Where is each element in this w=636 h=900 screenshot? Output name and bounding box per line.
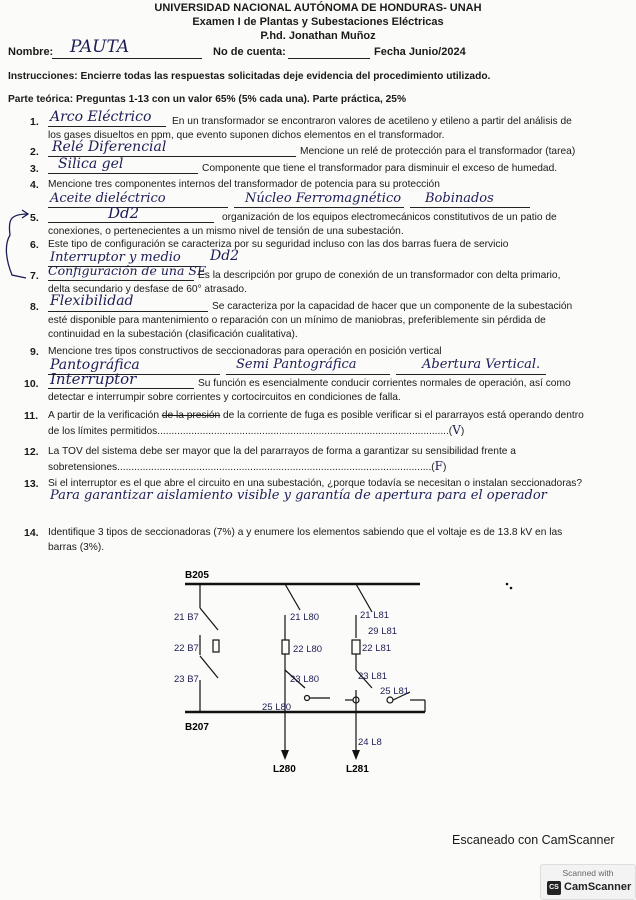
q6-answer: Interruptor y medio <box>50 250 181 265</box>
name-label: Nombre: <box>8 46 54 58</box>
q13-number: 13. <box>24 478 39 490</box>
q11-struck: de la presión <box>161 410 221 421</box>
label-23l81: 23 L81 <box>358 671 388 682</box>
q8-text: Se caracteriza por la capacidad de hacer que un componente de la subestación <box>212 301 573 312</box>
q7-text: Es la descripción por grupo de conexión de un transformador con delta primario, <box>198 270 561 281</box>
name-line <box>52 58 202 59</box>
q14-text: Identifique 3 tipos de seccionadoras (7%) a y enumere los elementos sabiendo que el voltaje es de 13.8 kV en las <box>48 527 563 538</box>
feeder-l280-arrow <box>281 750 289 760</box>
bus-b205-label: B205 <box>185 570 209 581</box>
q9-text: Mencione tres tipos constructivos de seccionadoras para operación en posición vertical <box>48 346 442 357</box>
instructions: Instrucciones: Encierre todas las respuestas solicitadas deje evidencia del procedimiento utilizado. <box>8 71 491 82</box>
q2-text: Mencione un relé de protección para el transformador (tarea) <box>300 146 576 157</box>
q4-text: Mencione tres componentes internos del transformador de potencia para su protección <box>48 179 440 190</box>
q11-text2-row <box>48 424 464 439</box>
label-25l81: 25 L81 <box>380 686 410 697</box>
q9-answer-1: Pantográfica <box>50 357 140 373</box>
q1-text2: los gases disueltos en ppm, que evento suponen dichos elementos en el transformador. <box>48 130 445 141</box>
scanned-caption: Escaneado con CamScanner <box>452 833 615 847</box>
q8-text3: continuidad en la subestación (clasificación cualitativa). <box>48 329 298 340</box>
q5-q7-bracket <box>0 200 40 285</box>
q13-answer: Para garantizar aislamiento visible y garantía de apertura para el operador <box>50 488 547 503</box>
q9-answer-2: Semi Pantográfica <box>236 357 357 372</box>
q11-mark: V <box>452 423 461 437</box>
q12-number: 12. <box>24 446 39 458</box>
q2-number: 2. <box>30 146 39 158</box>
date-label: Fecha Junio/2024 <box>374 46 466 58</box>
q5-line <box>48 222 214 223</box>
q9-line-3 <box>396 374 546 375</box>
q6-text: Este tipo de configuración se caracteriza por su seguridad incluso con las dos barras fuera de servicio <box>48 239 509 250</box>
q3-number: 3. <box>30 163 39 175</box>
q12-mark: F <box>434 459 443 473</box>
q5-text2: conexiones, o pertenecientes a un mismo nivel de tensión de una subestación. <box>48 226 404 237</box>
q14-number: 14. <box>24 527 39 539</box>
q1-number: 1. <box>30 116 39 128</box>
q5-text: organización de los equipos electromecánicos constitutivos de un patio de <box>222 212 557 223</box>
q2-answer: Relé Diferencial <box>52 139 167 155</box>
feeder-l281-arrow <box>352 750 360 760</box>
q8-number: 8. <box>30 301 39 313</box>
q3-text: Componente que tiene el transformador para disminuir el exceso de humedad. <box>202 163 558 174</box>
feeder-l280-label: L280 <box>273 764 296 775</box>
q10-answer: Interruptor <box>50 370 137 388</box>
q14-text2: barras (3%). <box>48 542 105 553</box>
q9-line-2 <box>226 374 390 375</box>
label-24l8: 24 L8 <box>358 737 382 748</box>
label-29l81: 29 L81 <box>368 626 398 637</box>
professor-name: P.hd. Jonathan Muñoz <box>260 30 376 42</box>
theory-part: Parte teórica: Preguntas 1-13 con un valor 65% (5% cada una). Parte práctica, 25% <box>8 94 407 105</box>
q3-line <box>48 173 198 174</box>
q11-text <box>48 409 584 423</box>
q10-line <box>48 388 194 389</box>
q4-answer-1: Aceite dieléctrico <box>50 191 166 206</box>
q4-answer-2: Núcleo Ferromagnético <box>245 191 402 206</box>
q8-line <box>48 311 208 312</box>
q11-number: 11. <box>24 410 39 422</box>
exam-title: Examen I de Plantas y Subestaciones Eléctricas <box>192 16 444 28</box>
q11-text-a: A partir de la verificación <box>48 410 159 421</box>
q7-text2: delta secundario y desfase de 60° atrasado. <box>48 284 247 295</box>
feeder-l281-label: L281 <box>346 764 369 775</box>
q10-number: 10. <box>24 378 39 390</box>
q9-answer-3: Abertura Vertical. <box>422 357 541 372</box>
university-title: UNIVERSIDAD NACIONAL AUTÓNOMA DE HONDURAS- UNAH <box>154 2 482 14</box>
bus-b207-label: B207 <box>185 722 209 733</box>
q5-answer: Dd2 <box>108 204 140 222</box>
label-22b7: 22 B7 <box>174 643 199 654</box>
q8-text2: esté disponible para mantenimiento o reparación con un mínimo de maniobras, preferiblemente sin pérdida de <box>48 315 546 326</box>
q1-answer: Arco Eléctrico <box>50 109 152 125</box>
q3-answer: Silica gel <box>58 156 124 172</box>
badge-brand: CamScanner <box>564 881 632 893</box>
q12-text: La TOV del sistema debe ser mayor que la del pararrayos de forma a garantizar su sensibilidad frente a <box>48 446 516 457</box>
label-21l80: 21 L80 <box>290 612 320 623</box>
label-22l80: 22 L80 <box>293 644 323 655</box>
label-23l80: 23 L80 <box>290 674 320 685</box>
q5-number: 5. <box>30 212 39 224</box>
q1-line <box>48 126 166 127</box>
account-line <box>288 58 370 59</box>
label-25l80: 25 L80 <box>262 702 292 713</box>
q4-number: 4. <box>30 179 39 191</box>
q10-text: Su función es esencialmente conducir corrientes normales de operación, así como <box>198 378 571 389</box>
q12-close: ) <box>443 462 447 473</box>
camscanner-logo-icon: CS <box>547 881 561 895</box>
q4-answer-3: Bobinados <box>425 191 494 206</box>
q1-text: En un transformador se encontraron valores de acetileno y etileno a partir del análisis de <box>172 116 572 127</box>
q11-text-b: de la corriente de fuga es posible verificar si el pararrayos está operando dentro <box>223 410 584 421</box>
q7-number: 7. <box>30 270 39 282</box>
q4-line-2 <box>234 207 404 208</box>
q12-text2: sobretensiones...............................................................................................................( <box>48 462 435 473</box>
label-21l81: 21 L81 <box>360 610 390 621</box>
q12-text2-row <box>48 460 446 475</box>
badge-top-text: Scanned with <box>562 868 614 878</box>
substation-diagram <box>0 560 636 780</box>
label-21b7: 21 B7 <box>174 612 199 623</box>
label-22l81: 22 L81 <box>362 643 392 654</box>
name-value: PAUTA <box>70 37 130 57</box>
q9-number: 9. <box>30 346 39 358</box>
q6-extra: Dd2 <box>210 248 240 264</box>
q7-answer: Configuración de una SE <box>48 263 207 278</box>
q10-text2: detectar e interrumpir sobre corrientes y cortocircuitos en condiciones de falla. <box>48 392 401 403</box>
q11-text2: de los límites permitidos.......................................................................................................( <box>48 426 453 437</box>
q4-line-3 <box>410 207 530 208</box>
q6-number: 6. <box>30 239 39 251</box>
q8-answer: Flexibilidad <box>50 293 134 309</box>
label-23b7: 23 B7 <box>174 674 199 685</box>
q7-line <box>48 280 194 281</box>
camscanner-badge <box>540 864 636 900</box>
q11-close: ) <box>460 426 465 437</box>
q13-text: Si el interruptor es el que abre el circuito en una subestación, ¿porque todavía se necesitan o instalan seccionadoras? <box>48 478 583 489</box>
account-label: No de cuenta: <box>213 46 286 58</box>
